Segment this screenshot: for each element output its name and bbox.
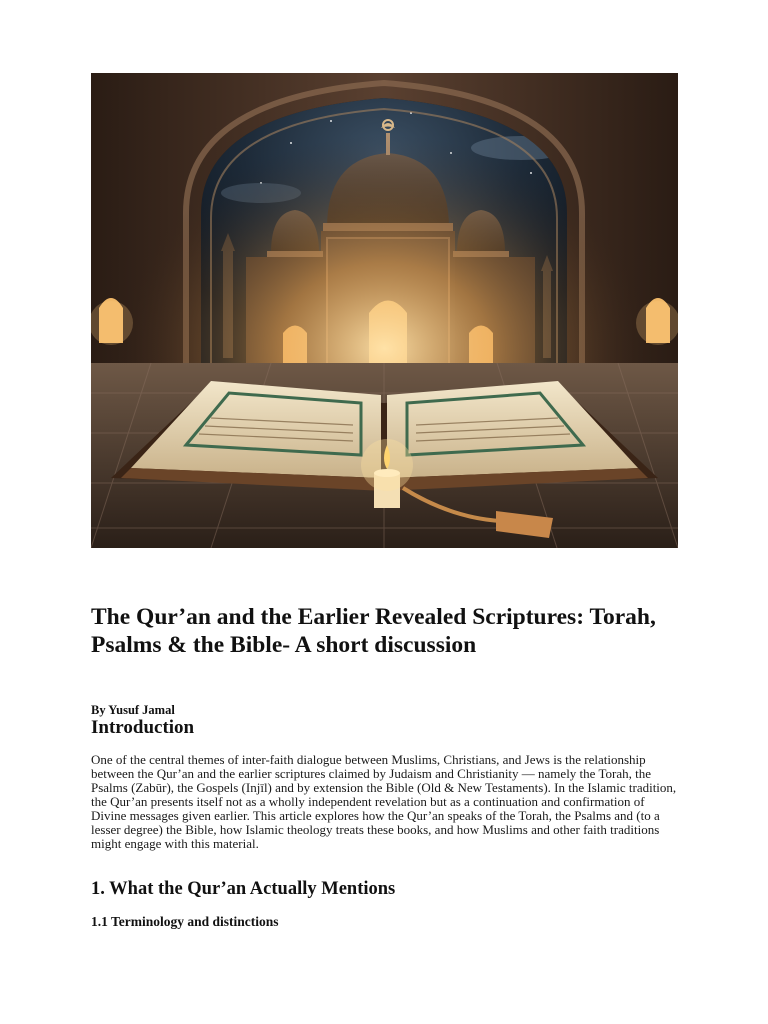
section-1-heading: 1. What the Qur’an Actually Mentions xyxy=(91,879,396,899)
section-1-1-heading: 1.1 Terminology and distinctions xyxy=(91,914,279,929)
introduction-heading: Introduction xyxy=(91,717,195,738)
mosque-book-illustration-icon xyxy=(91,73,678,548)
article-title: The Qur’an and the Earlier Revealed Scriptures: Torah, Psalms & the Bible- A short discussion xyxy=(91,604,656,658)
hero-illustration xyxy=(91,73,678,548)
introduction-paragraph: One of the central themes of inter-faith dialogue between Muslims, Christians, and Jews is the relationship between the Qur’an and the earlier scriptures claimed by Judaism and Christianity — namely the Torah, the Psalms (Zabūr), the Gospels (Injīl) and by extension the Bible (Old & New Testaments). In the Islamic tradition, the Qur’an presents itself not as a wholly independent revelation but as a continuation and confirmation of Divine messages given earlier. This article explores how the Qur’an speaks of the Torah, the Psalms and (to a lesser degree) the Bible, how Islamic theology treats these books, and how Muslims and other faith traditions might engage with this material. xyxy=(91,752,677,851)
article-byline: By Yusuf Jamal xyxy=(91,703,175,717)
